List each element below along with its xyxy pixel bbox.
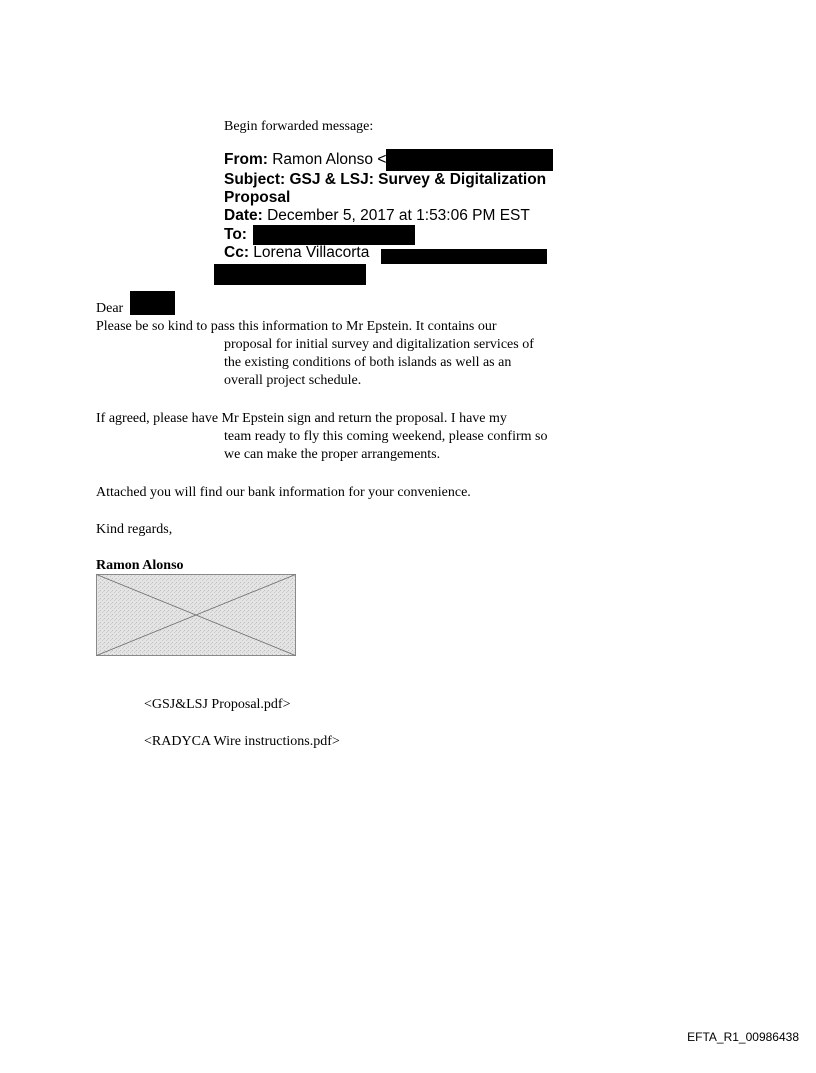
forward-intro: Begin forwarded message: [224,119,374,134]
cc-value: Lorena Villacorta [253,244,370,261]
subject-text: GSJ & LSJ: Survey & Digitalization [289,171,547,188]
from-label: From: [224,151,268,168]
redaction-cc-extra [214,264,366,285]
to-label: To: [224,226,247,243]
redaction-from-email [386,149,553,171]
document-id: EFTA_R1_00986438 [687,1030,799,1044]
date-line [224,207,530,225]
date-value: December 5, 2017 at 1:53:06 PM EST [267,207,530,224]
from-line [224,151,386,169]
para2-first-line: If agreed, please have Mr Epstein sign and return the proposal. I have my [96,411,507,426]
para2-line-3: we can make the proper arrangements. [224,447,441,462]
para1-line-3: the existing conditions of both islands as well as an [224,355,512,370]
closing: Kind regards, [96,522,173,537]
para1-line-2: proposal for initial survey and digitalization services of [224,337,534,352]
para2-line-2: team ready to fly this coming weekend, please confirm so [224,429,548,444]
para3: Attached you will find our bank information for your convenience. [96,485,471,500]
salutation: Dear [96,301,124,316]
image-placeholder [96,574,296,656]
redaction-to [253,225,415,245]
signature-name: Ramon Alonso [96,558,184,573]
subject-line-2: Proposal [224,189,291,206]
para1-line-4: overall project schedule. [224,373,362,388]
date-label: Date: [224,207,263,224]
redaction-recipient-name [130,291,175,315]
redaction-cc-email [381,249,547,264]
para1-first-line: Please be so kind to pass this information to Mr Epstein. It contains our [96,319,497,334]
from-name: Ramon Alonso < [272,151,387,168]
cc-label: Cc: [224,244,249,261]
subject-label: Subject: [224,171,286,188]
subject-line [224,171,546,189]
attachment-proposal[interactable]: <GSJ&LSJ Proposal.pdf> [144,697,291,712]
attachment-wire-instructions[interactable]: <RADYCA Wire instructions.pdf> [144,734,340,749]
broken-image-icon [96,574,296,656]
cc-line [224,244,369,262]
